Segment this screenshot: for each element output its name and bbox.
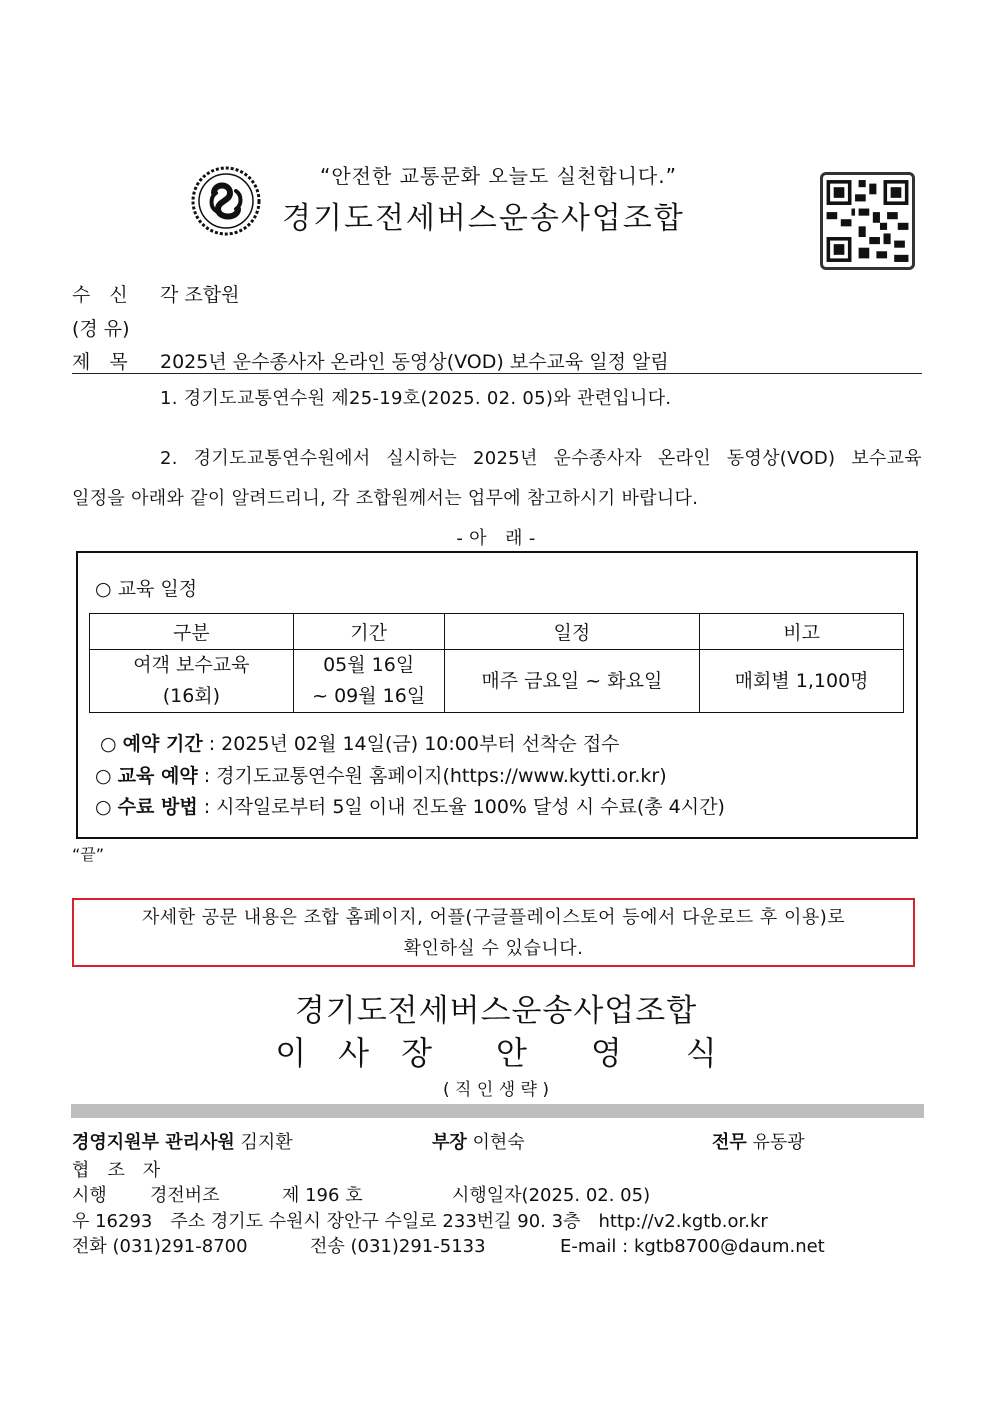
cell-category	[90, 650, 294, 713]
approver-1	[72, 1128, 293, 1154]
bullet-completion-method: ○ 수료 방법 : 시작일로부터 5일 이내 진도율 100% 달성 시 수료(총 4시간)	[95, 796, 725, 818]
recipient-row	[72, 280, 239, 307]
organization-logo	[190, 165, 262, 237]
approver-name: 유동광	[752, 1132, 805, 1153]
category-line-2: (16회)	[162, 685, 221, 707]
header-period: 기간	[293, 614, 444, 650]
end-mark: “끝”	[72, 845, 105, 864]
approver-title: 경영지원부 관리사원	[72, 1132, 235, 1153]
bullet-label: 수료 방법	[117, 796, 198, 818]
bullet-label: 교육 예약	[117, 765, 198, 787]
subject-divider	[72, 373, 922, 374]
approver-name: 이현숙	[472, 1132, 525, 1153]
header-note: 비고	[700, 614, 904, 650]
enforce-label: 시행	[72, 1185, 107, 1206]
seal-omitted-note: ( 직 인 생 략 )	[443, 1080, 549, 1100]
notice-box	[72, 898, 915, 967]
header-schedule: 일정	[444, 614, 700, 650]
enforce-row	[72, 1181, 650, 1207]
table-header-row	[90, 614, 904, 650]
cell-schedule: 매주 금요일 ~ 화요일	[444, 650, 700, 713]
table-row	[90, 650, 904, 713]
fax: 전송 (031)291-5133	[310, 1236, 486, 1257]
via-label: (경 유)	[72, 318, 130, 340]
slogan: “안전한 교통문화 오늘도 실천합니다.”	[320, 164, 677, 188]
phone: 전화 (031)291-8700	[72, 1236, 248, 1257]
section-title: ○ 교육 일정	[95, 578, 198, 600]
bullet-text: 시작일로부터 5일 이내 진도율 100% 달성 시 수료(총 4시간)	[216, 796, 725, 818]
approver-2	[432, 1128, 525, 1154]
below-marker: - 아 래 -	[456, 528, 536, 549]
bullet-reservation-period: ○ 예약 기간 : 2025년 02월 14일(금) 10:00부터 선착순 접수	[100, 733, 620, 755]
paragraph-2-line-1: 2. 경기도교통연수원에서 실시하는 2025년 운수종사자 온라인 동영상(VOD) 보수교육	[160, 448, 922, 469]
bullet-text: 2025년 02월 14일(금) 10:00부터 선착순 접수	[221, 733, 620, 755]
notice-line-1: 자세한 공문 내용은 조합 홈페이지, 어플(구글플레이스토어 등에서 다운로드 후 이용)로	[141, 907, 846, 928]
bullet-text: 경기도교통연수원 홈페이지(https://www.kytti.or.kr)	[216, 765, 667, 787]
address: 우 16293 주소 경기도 수원시 장안구 수일로 233번길 90. 3층 http://v2.kgtb.or.kr	[72, 1211, 768, 1232]
doc-number: 제 196 호	[282, 1185, 363, 1206]
bullet-education-reservation: ○ 교육 예약 : 경기도교통연수원 홈페이지(https://www.kytti.or.kr)	[95, 765, 667, 787]
enforce-dept: 경전버조	[150, 1185, 220, 1206]
signature-organization: 경기도전세버스운송사업조합	[294, 993, 698, 1029]
approver-3	[712, 1128, 805, 1154]
cell-period	[293, 650, 444, 713]
period-line-1: 05월 16일	[323, 654, 415, 676]
approver-name: 김지환	[240, 1132, 293, 1153]
period-line-2: ~ 09월 16일	[312, 685, 426, 707]
paragraph-1: 1. 경기도교통연수원 제25-19호(2025. 02. 05)와 관련입니다.	[160, 388, 672, 409]
email[interactable]: E-mail : kgtb8700@daum.net	[560, 1236, 825, 1257]
cooperator-label: 협 조 자	[72, 1160, 161, 1181]
footer-divider	[71, 1104, 924, 1118]
notice-line-2: 확인하실 수 있습니다.	[403, 938, 584, 959]
schedule-table	[89, 613, 904, 713]
organization-name: 경기도전세버스운송사업조합	[282, 201, 685, 236]
subject-label: 제 목	[72, 351, 128, 373]
approver-title: 전무	[712, 1132, 747, 1153]
contact-row	[72, 1232, 825, 1258]
enforce-date: 시행일자(2025. 02. 05)	[452, 1185, 651, 1206]
cell-note: 매회별 1,100명	[700, 650, 904, 713]
qr-code-icon	[820, 172, 915, 270]
subject-row	[72, 347, 669, 374]
signature-chairman: 이 사 장 안 영 식	[275, 1034, 717, 1072]
subject-value: 2025년 운수종사자 온라인 동영상(VOD) 보수교육 일정 알림	[160, 351, 669, 373]
recipient-value: 각 조합원	[160, 284, 240, 306]
paragraph-2-line-2: 일정을 아래와 같이 알려드리니, 각 조합원께서는 업무에 참고하시기 바랍니다.	[72, 488, 699, 509]
recipient-label: 수 신	[72, 284, 128, 306]
header-category: 구분	[90, 614, 294, 650]
approver-title: 부장	[432, 1132, 467, 1153]
bullet-label: 예약 기간	[122, 733, 203, 755]
category-line-1: 여객 보수교육	[133, 654, 250, 676]
